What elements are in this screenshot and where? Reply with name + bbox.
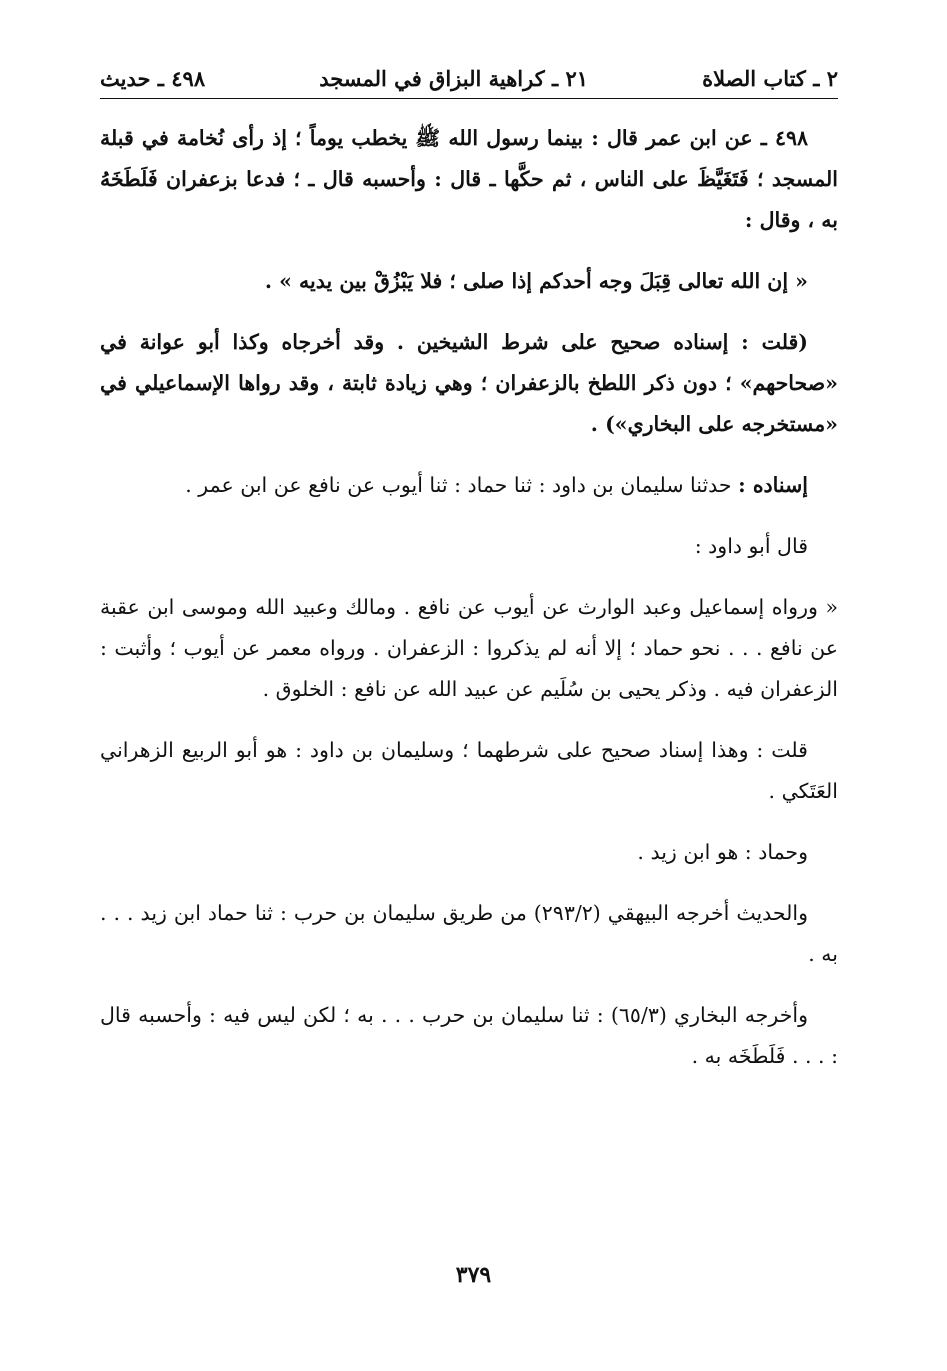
isnad-text: حدثنا سليمان بن داود : ثنا حماد : ثنا أيوب عن نافع عن ابن عمر . [185,473,739,497]
hadith-quote: « إن الله تعالى قِبَلَ وجه أحدكم إذا صلى ؛ فلا يَبْزُقْ بين يديه » . [264,269,808,293]
commentary-hammad: وحماد : هو ابن زيد . [637,840,808,864]
isnad-paragraph [100,465,838,506]
isnad-label: إسناده : [738,473,808,497]
abu-dawud-quote: « ورواه إسماعيل وعبد الوارث عن أيوب عن نافع . ومالك وعبيد الله وموسى ابن عقبة عن نافع . . . نحو حماد ؛ إلا أنه لم يذكروا : الزعفران . ورواه معمر عن أيوب ؛ وأثبت : الزعفران فيه . وذكر يحيى بن سُلَيم عن عبيد الله عن نافع : الخلوق . [100,595,838,701]
takhrij-bukhari: وأخرجه البخاري (٦٥/٣) : ثنا سليمان بن حرب . . . به ؛ لكن ليس فيه : وأحسبه قال : . . . فَلَطَخَه به . [100,1003,838,1068]
running-header [100,58,838,99]
header-chapter-title: ٢١ ـ كراهية البزاق في المسجد [319,65,589,91]
commentary-isnad: قلت : وهذا إسناد صحيح على شرطهما ؛ وسليمان بن داود : هو أبو الربيع الزهراني العَتَكي . [100,738,838,803]
abu-dawud-said: قال أبو داود : [694,534,808,558]
grading-note: (قلت : إسناده صحيح على شرط الشيخين . وقد أخرجاه وكذا أبو عوانة في «صحاحهم» ؛ دون ذكر اللطخ بالزعفران ؛ وهي زيادة ثابتة ، وقد رواها الإسماعيلي في «مستخرجه على البخاري») . [100,330,838,436]
header-hadith-number: ٤٩٨ ـ حديث [100,65,206,91]
page-body [100,118,838,1097]
header-book-title: ٢ ـ كتاب الصلاة [702,65,838,91]
takhrij-bayhaqi: والحديث أخرجه البيهقي (٢٩٣/٢) من طريق سليمان بن حرب : ثنا حماد ابن زيد . . . به . [100,901,838,966]
hadith-text: ٤٩٨ ـ عن ابن عمر قال : بينما رسول الله ﷺ يخطب يوماً ؛ إذ رأى نُخامة في قبلة المسجد ؛ فَتَغَيَّظَ على الناس ، ثم حكَّها ـ قال : وأحسبه قال ـ ؛ فدعا بزعفران فَلَطَخَهُ به ، وقال : [100,126,838,232]
page-number: ٣٧٩ [455,1262,492,1288]
